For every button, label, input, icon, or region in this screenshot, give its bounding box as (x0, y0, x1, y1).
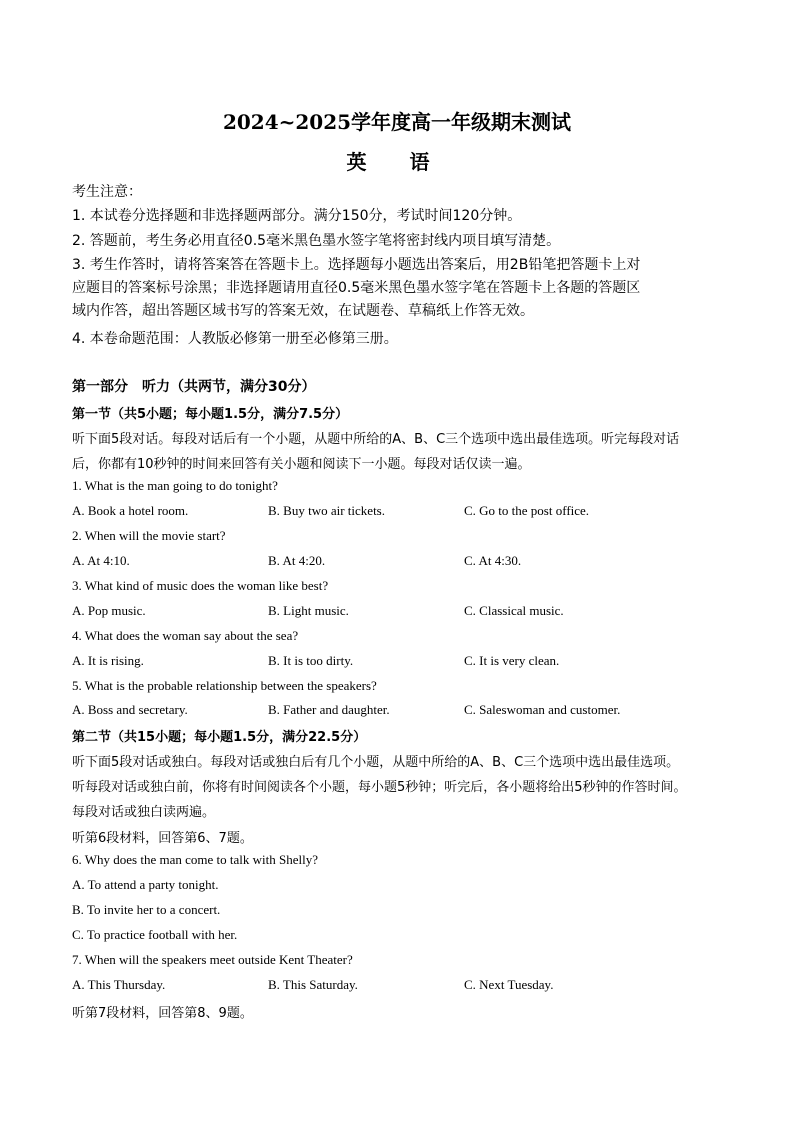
notice-item-2: 2. 答题前，考生务必用直径0.5毫米黑色墨水签字笔将密封线内项目填写清楚。 (72, 233, 561, 249)
q6-option-b: B. To invite her to a concert. (72, 902, 221, 917)
q5-option-b: B. Father and daughter. (268, 702, 390, 717)
q1-option-a: A. Book a hotel room. (72, 503, 189, 518)
q7-option-c: C. Next Tuesday. (464, 977, 554, 992)
q5-option-a: A. Boss and secretary. (72, 702, 188, 717)
material-7-heading: 听第7段材料，回答第8、9题。 (72, 1006, 253, 1021)
notice-item-3: 3. 考生作答时，请将答案答在答题卡上。选择题每小题选出答案后，用2B铅笔把答题卡上对 (72, 257, 641, 273)
question-5: 5. What is the probable relationship between the speakers? (72, 678, 377, 693)
question-7: 7. When will the speakers meet outside Kent Theater? (72, 952, 353, 967)
q4-option-b: B. It is too dirty. (268, 653, 354, 668)
question-4: 4. What does the woman say about the sea? (72, 628, 299, 643)
q2-option-a: A. At 4:10. (72, 553, 130, 568)
section1-instructions-cont: 后，你都有10秒钟的时间来回答有关小题和阅读下一小题。每段对话仅读一遍。 (72, 457, 531, 472)
notice-item-4: 4. 本卷命题范围：人教版必修第一册至必修第三册。 (72, 331, 398, 347)
q3-option-b: B. Light music. (268, 603, 349, 618)
q7-option-a: A. This Thursday. (72, 977, 166, 992)
exam-title: 2024~2025学年度高一年级期末测试 (222, 110, 572, 134)
q2-option-b: B. At 4:20. (268, 553, 326, 568)
notice-item-3-cont: 应题目的答案标号涂黑；非选择题请用直径0.5毫米黑色墨水签字笔在答题卡上各题的答题区 (72, 280, 641, 296)
q4-option-c: C. It is very clean. (464, 653, 560, 668)
section2-instructions-end: 每段对话或独白读两遍。 (72, 805, 216, 820)
question-6: 6. Why does the man come to talk with Shelly? (72, 852, 318, 867)
section2-heading: 第二节（共15小题；每小题1.5分，满分22.5分） (72, 730, 367, 745)
q5-option-c: C. Saleswoman and customer. (464, 702, 621, 717)
question-1: 1. What is the man going to do tonight? (72, 478, 278, 493)
section1-heading: 第一节（共5小题；每小题1.5分，满分7.5分） (72, 407, 349, 422)
q1-option-b: B. Buy two air tickets. (268, 503, 385, 518)
section2-instructions-cont: 听每段对话或独白前，你将有时间阅读各个小题，每小题5秒钟；听完后，各小题将给出5秒钟的作答时间。 (72, 780, 687, 795)
q6-option-a: A. To attend a party tonight. (72, 877, 219, 892)
section2-instructions: 听下面5段对话或独白。每段对话或独白后有几个小题，从题中所给的A、B、C三个选项中选出最佳选项。 (72, 755, 680, 770)
section1-instructions: 听下面5段对话。每段对话后有一个小题，从题中所给的A、B、C三个选项中选出最佳选项。听完每段对话 (72, 432, 680, 447)
q6-option-c: C. To practice football with her. (72, 927, 238, 942)
subject-title: 英 语 (346, 150, 448, 174)
q3-option-c: C. Classical music. (464, 603, 564, 618)
q7-option-b: B. This Saturday. (268, 977, 358, 992)
q4-option-a: A. It is rising. (72, 653, 144, 668)
q1-option-c: C. Go to the post office. (464, 503, 590, 518)
notice-item-3-end: 域内作答，超出答题区域书写的答案无效，在试题卷、草稿纸上作答无效。 (72, 303, 534, 319)
q2-option-c: C. At 4:30. (464, 553, 522, 568)
question-3: 3. What kind of music does the woman like best? (72, 578, 329, 593)
part1-heading: 第一部分 听力（共两节，满分30分） (72, 379, 316, 395)
q3-option-a: A. Pop music. (72, 603, 146, 618)
notice-item-1: 1. 本试卷分选择题和非选择题两部分。满分150分，考试时间120分钟。 (72, 208, 522, 224)
material-6-heading: 听第6段材料，回答第6、7题。 (72, 831, 253, 846)
notice-heading: 考生注意： (72, 184, 142, 200)
question-2: 2. When will the movie start? (72, 528, 226, 543)
